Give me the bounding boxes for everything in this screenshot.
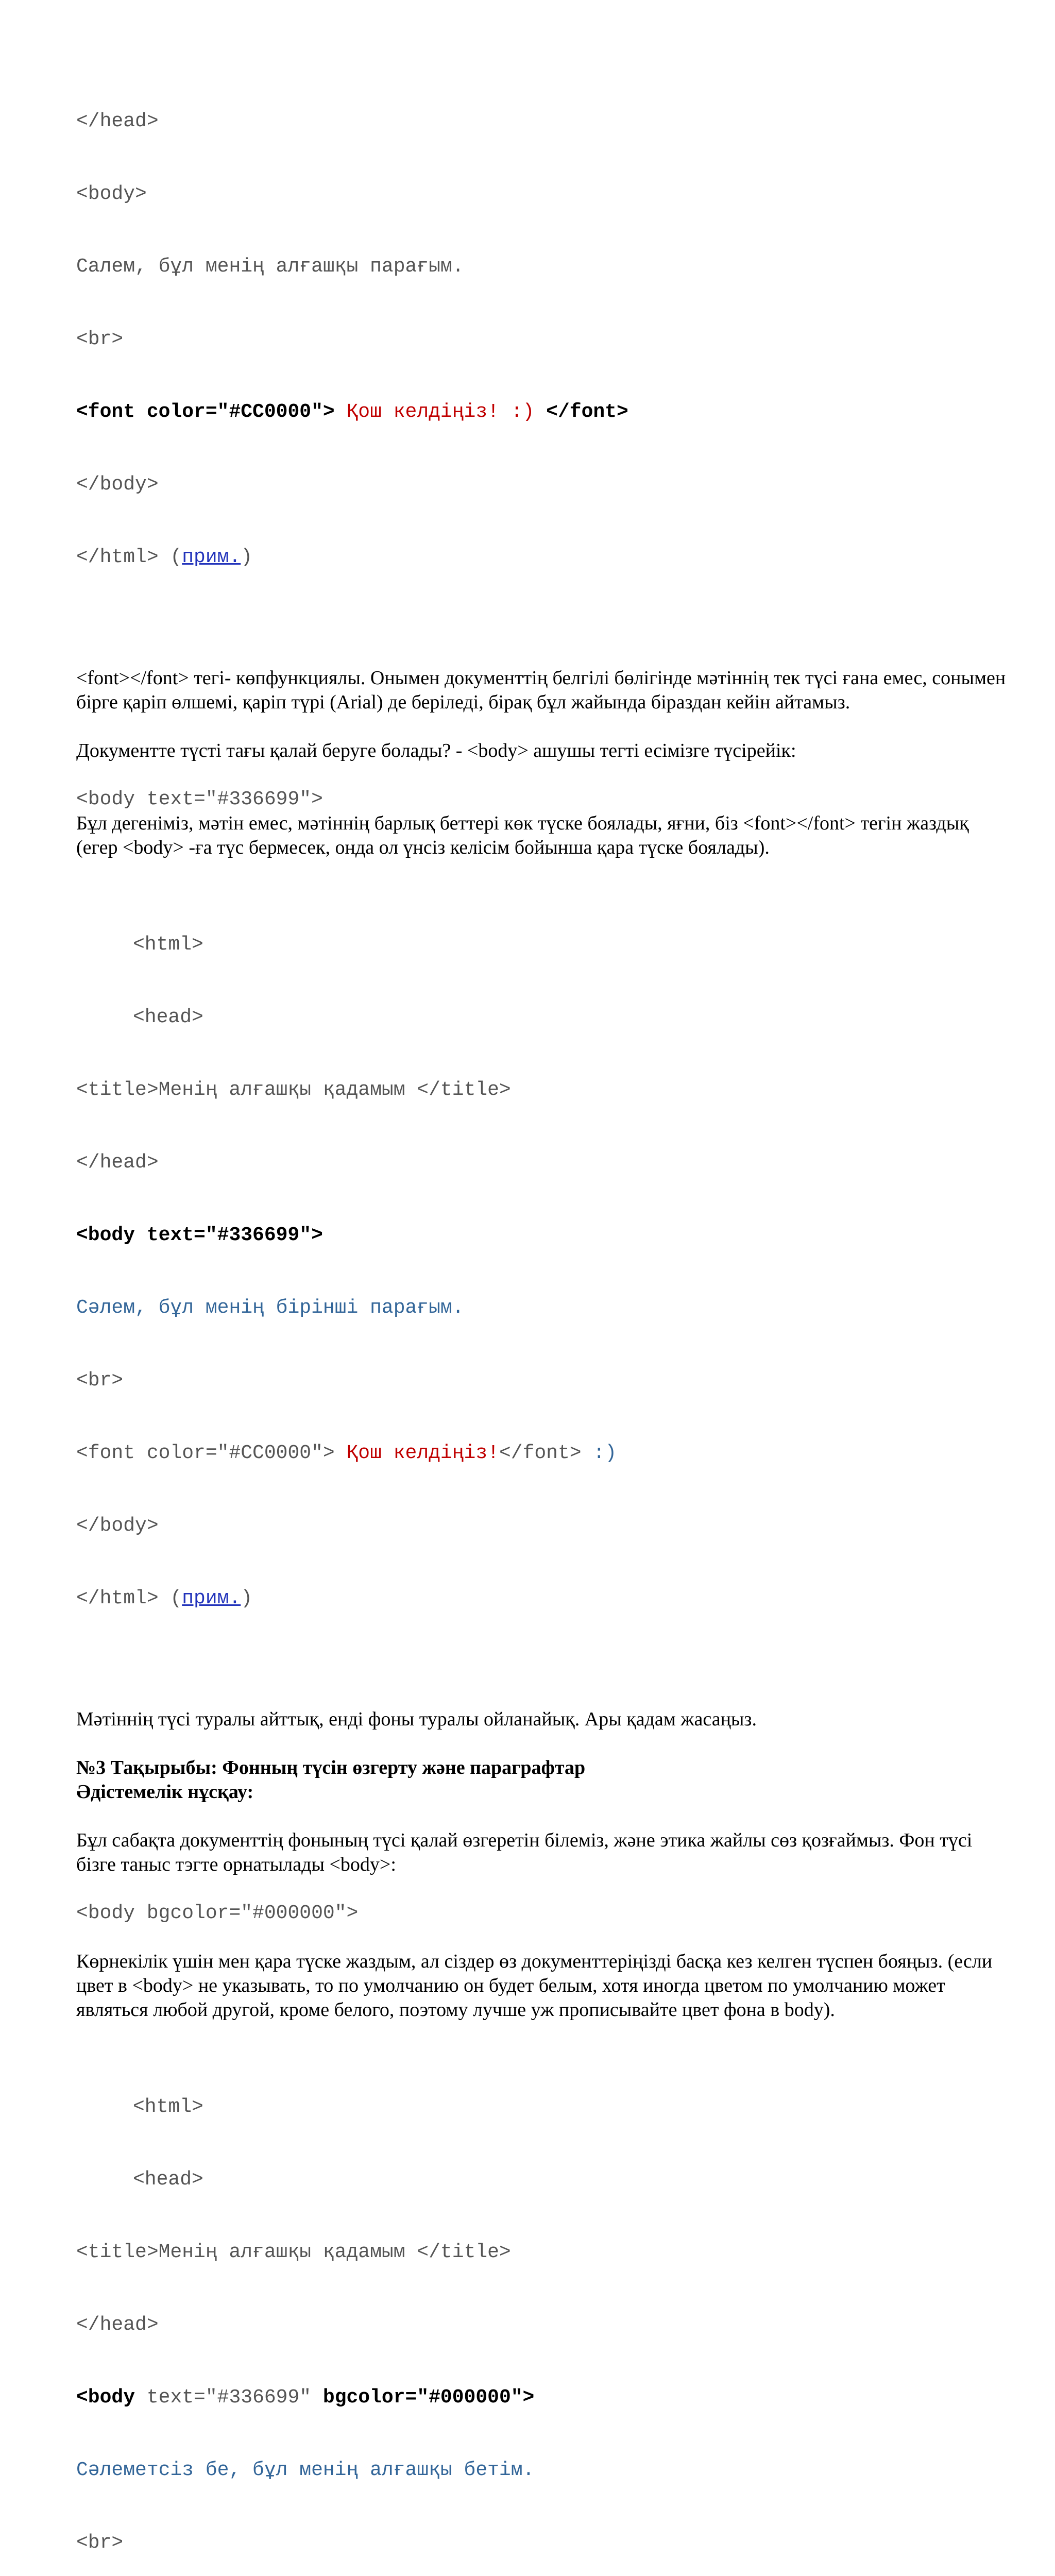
code-line <box>76 545 1009 569</box>
paren-close: ) <box>241 1587 253 1609</box>
code-block-3 <box>76 2046 1009 2576</box>
welcome-text: Қош келдіңіз! <box>334 1442 499 1464</box>
section-heading: №3 Тақырыбы: Фонның түсін өзгерту және параграфтар <box>76 1757 586 1778</box>
spacer <box>76 1804 1009 1828</box>
html-close-tag: </html> ( <box>76 1587 182 1609</box>
code-line: Сәлем, бұл менің бірінші парағым. <box>76 1297 464 1319</box>
code-line: Салем, бұл менің алғашқы парағым. <box>76 256 464 278</box>
paragraph-transition: Мәтіннің түсі туралы айттық, енді фоны туралы ойланайық. Ары қадам жасаңыз. <box>76 1708 757 1730</box>
code-line <box>76 1441 1009 1465</box>
code-block-2 <box>76 884 1009 1659</box>
paragraph-explanation: Бұл дегеніміз, мәтін емес, мәтіннің барлық беттері көк түске боялады, яғни, біз <font></font> тегін жаздық (егер <body> -ға түс бермесек, онда ол үнсіз келісім бойынша қара түске боялады). <box>76 812 969 858</box>
font-open-tag: <font color="#CC0000"> <box>76 401 335 423</box>
code-line: </head> <box>76 110 159 132</box>
font-open-tag: <font color="#CC0000"> <box>76 1442 335 1464</box>
code-line: <br> <box>76 1369 124 1392</box>
font-close-tag: </font> <box>499 1442 582 1464</box>
code-line <box>76 1586 1009 1611</box>
section-subheading: Әдістемелік нұсқау: <box>76 1781 254 1803</box>
code-line: <title>Менің алғашқы қадамым </title> <box>76 1079 511 1101</box>
code-line: <html> <box>133 2096 203 2118</box>
example-link[interactable]: прим. <box>182 546 241 568</box>
code-block-1 <box>76 61 1009 618</box>
code-line: <body text="#336699"> <box>76 1224 323 1246</box>
code-line <box>76 2385 1009 2410</box>
code-line: </body> <box>76 473 159 496</box>
paragraph-body-color: Документте түсті тағы қалай беруге болады? - <body> ашушы тегті есімізге түсірейік: <box>76 740 796 761</box>
code-line: </body> <box>76 1515 159 1537</box>
code-line: </head> <box>76 2314 159 2336</box>
spacer <box>76 1925 1009 1950</box>
spacer <box>76 2022 1009 2046</box>
code-bgcolor: <body bgcolor="#000000"> <box>76 1902 359 1924</box>
html-close-tag: </html> ( <box>76 546 182 568</box>
smile-text: :) <box>581 1442 617 1464</box>
code-line: <html> <box>133 934 203 956</box>
document-page <box>76 61 1009 2576</box>
paragraph-bgcolor-note: Көрнекілік үшін мен қара түске жаздым, ал сіздер өз документтеріңізді басқа кез келген түспен бояңыз. (если цвет в <body> не указывать, то по умолчанию он будет белым, хотя иногда цветом по умолчанию может являться любой другой, кроме белого, поэтому лучше уж прописывайте цвет фона в body). <box>76 1951 993 2021</box>
code-line: <br> <box>76 2532 124 2554</box>
spacer <box>76 860 1009 884</box>
spacer <box>76 1659 1009 1707</box>
body-open-tag: <body <box>76 2386 135 2409</box>
spacer <box>76 618 1009 666</box>
code-line: <head> <box>133 2168 203 2191</box>
code-line: <br> <box>76 328 124 350</box>
code-line <box>76 400 1009 424</box>
code-body-text: <body text="#336699"> <box>76 788 323 810</box>
code-line: <body> <box>76 183 147 205</box>
spacer <box>76 763 1009 787</box>
welcome-text: Қош келдіңіз! :) <box>334 401 547 423</box>
code-line: Сәлеметсіз бе, бұл менің алғашқы бетім. <box>76 2459 535 2481</box>
font-close-tag: </font> <box>546 401 628 423</box>
spacer <box>76 1732 1009 1756</box>
bgcolor-attr: bgcolor="#000000"> <box>322 2386 535 2409</box>
spacer <box>76 1877 1009 1901</box>
spacer <box>76 715 1009 739</box>
paragraph-background: Бұл сабақта документтің фонының түсі қалай өзгеретін білеміз, және этика жайлы сөз қозғаймыз. Фон түсі бізге таныс тэгте орнатылады <body>: <box>76 1829 973 1875</box>
paragraph-font-tag: <font></font> тегі- көпфункциялы. Онымен документтің белгілі бөлігінде мәтіннің тек түсі ғана емес, сонымен бірге қаріп өлшемі, қаріп түрі (Arial) де беріледі, бірақ бұл жайында біраздан кейін айтамыз. <box>76 667 1006 713</box>
code-line: <head> <box>133 1006 203 1028</box>
paren-close: ) <box>241 546 253 568</box>
code-line: <title>Менің алғашқы қадамым </title> <box>76 2241 511 2263</box>
example-link[interactable]: прим. <box>182 1587 241 1609</box>
text-attr: text="#336699" <box>135 2386 323 2409</box>
code-line: </head> <box>76 1151 159 1174</box>
